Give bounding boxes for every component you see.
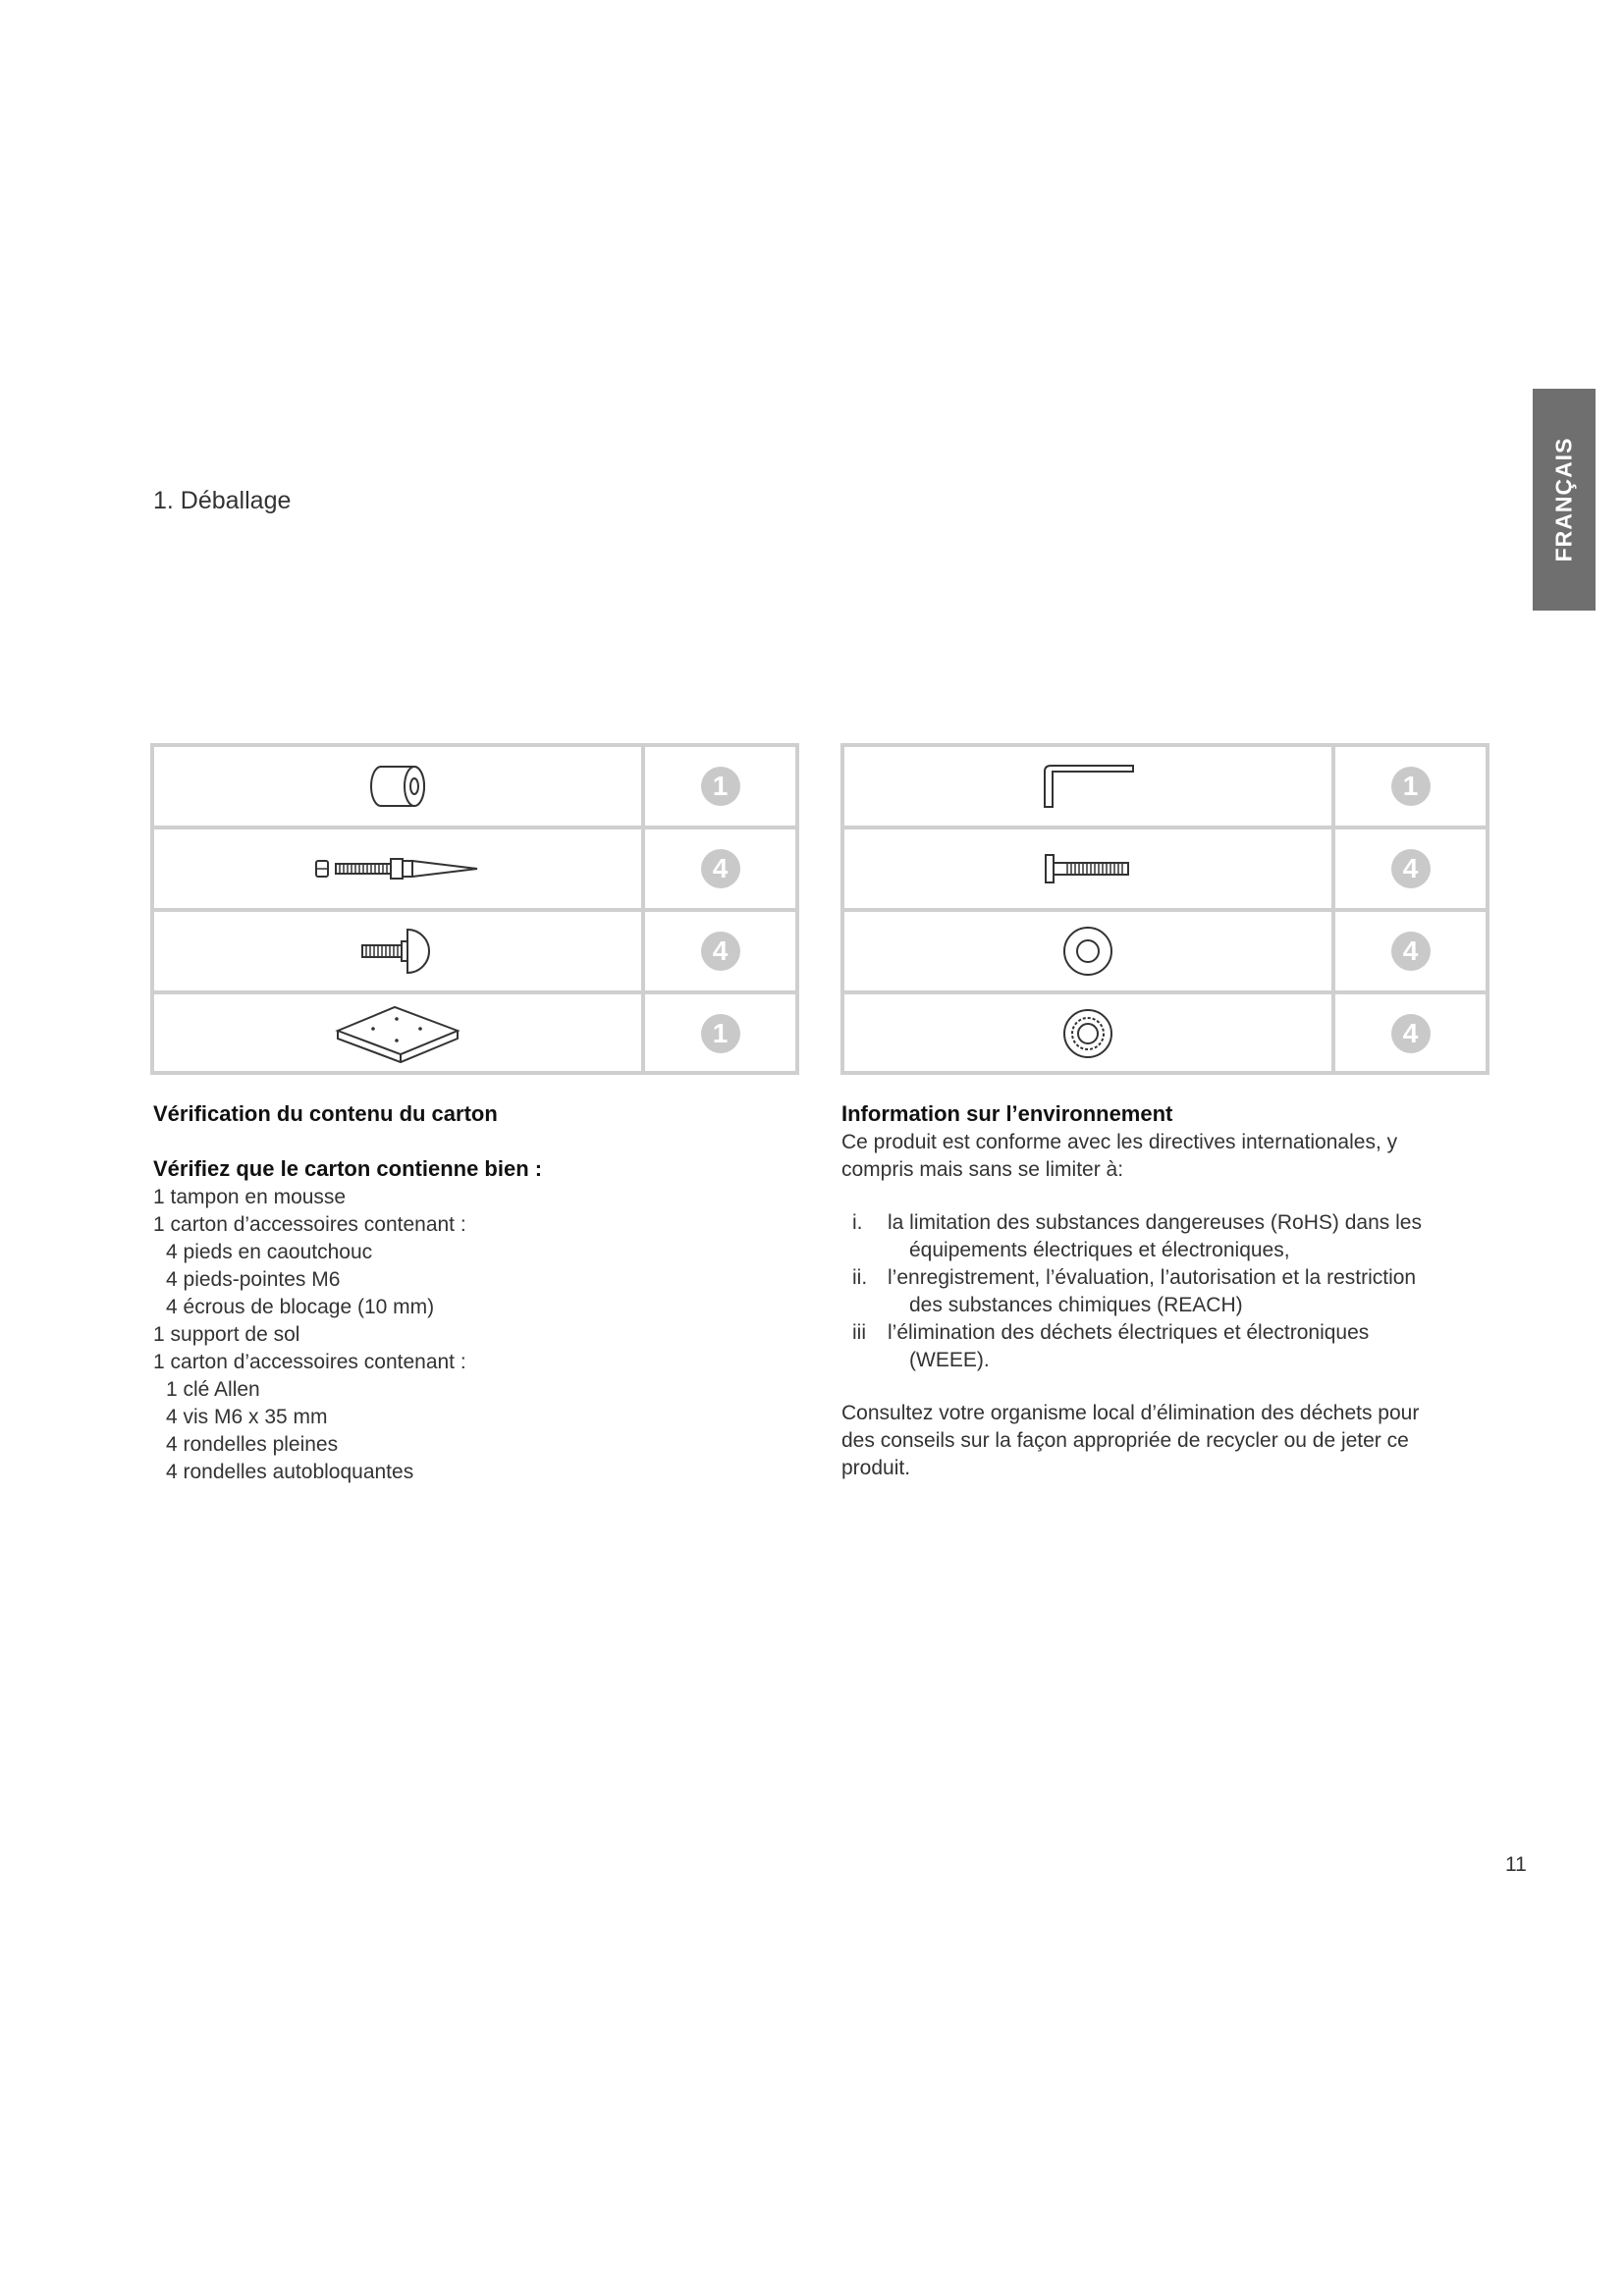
list-item-text: (WEEE). <box>909 1349 990 1371</box>
flat-washer-icon <box>844 912 1335 990</box>
parts-table-left <box>150 743 799 1075</box>
list-item: 4 pieds en caoutchouc <box>166 1241 373 1263</box>
parts-row <box>154 829 795 912</box>
floor-support-icon <box>154 994 645 1073</box>
environment-intro-line: Ce produit est conforme avec les directives internationales, y <box>841 1131 1398 1153</box>
parts-row <box>154 747 795 829</box>
parts-row <box>844 829 1486 912</box>
list-item: 4 vis M6 x 35 mm <box>166 1406 328 1428</box>
page-number: 11 <box>1505 1853 1527 1876</box>
contents-subheading: Vérifiez que le carton contienne bien : <box>153 1156 543 1181</box>
list-item-text: équipements électriques et électroniques, <box>909 1239 1290 1261</box>
list-item: 4 rondelles autobloquantes <box>166 1461 414 1483</box>
quantity-badge: 1 <box>1391 767 1431 806</box>
lock-washer-icon <box>844 994 1335 1073</box>
environment-intro-line: compris mais sans se limiter à: <box>841 1158 1124 1181</box>
list-item-number: i. <box>852 1211 863 1234</box>
list-item-text: l’élimination des déchets électriques et électroniques <box>888 1321 1370 1344</box>
contents-heading: Vérification du contenu du carton <box>153 1101 498 1126</box>
list-item: 1 tampon en mousse <box>153 1186 347 1208</box>
list-item: 1 carton d’accessoires contenant : <box>153 1213 466 1236</box>
list-item <box>841 1264 1489 1319</box>
contents-section <box>153 1099 801 1486</box>
list-item-text: l’enregistrement, l’évaluation, l’autorisation et la restriction <box>888 1266 1417 1289</box>
parts-row <box>154 994 795 1073</box>
quantity-badge: 4 <box>701 849 740 888</box>
list-item <box>841 1319 1489 1374</box>
list-item: 1 clé Allen <box>166 1378 260 1401</box>
list-item: 1 carton d’accessoires contenant : <box>153 1351 466 1373</box>
list-item: 1 support de sol <box>153 1323 300 1346</box>
environment-outro-line: des conseils sur la façon appropriée de recycler ou de jeter ce <box>841 1429 1409 1452</box>
foam-pad-icon <box>154 747 645 826</box>
quantity-badge: 4 <box>1391 1014 1431 1053</box>
language-tab <box>1533 389 1596 611</box>
rubber-foot-icon <box>154 912 645 990</box>
allen-key-icon <box>844 747 1335 826</box>
quantity-badge: 1 <box>701 1014 740 1053</box>
spike-foot-icon <box>154 829 645 908</box>
list-item-number: ii. <box>852 1266 868 1289</box>
parts-row <box>844 912 1486 994</box>
list-item-number: iii <box>852 1321 866 1344</box>
quantity-badge: 4 <box>1391 932 1431 971</box>
list-item-text: la limitation des substances dangereuses (RoHS) dans les <box>888 1211 1422 1234</box>
environment-section <box>841 1099 1489 1482</box>
parts-table-right <box>840 743 1489 1075</box>
list-item-text: des substances chimiques (REACH) <box>909 1294 1243 1316</box>
parts-row <box>154 912 795 994</box>
quantity-badge: 4 <box>1391 849 1431 888</box>
list-item: 4 rondelles pleines <box>166 1433 339 1456</box>
quantity-badge: 4 <box>701 932 740 971</box>
screw-icon <box>844 829 1335 908</box>
section-title: 1. Déballage <box>153 487 292 514</box>
parts-row <box>844 994 1486 1073</box>
list-item: 4 écrous de blocage (10 mm) <box>166 1296 435 1318</box>
quantity-badge: 1 <box>701 767 740 806</box>
environment-outro-line: Consultez votre organisme local d’élimination des déchets pour <box>841 1402 1420 1424</box>
parts-row <box>844 747 1486 829</box>
list-item: 4 pieds-pointes M6 <box>166 1268 341 1291</box>
environment-heading: Information sur l’environnement <box>841 1101 1173 1126</box>
language-tab-label: FRANÇAIS <box>1550 437 1577 562</box>
list-item <box>841 1209 1489 1264</box>
environment-outro-line: produit. <box>841 1457 911 1479</box>
